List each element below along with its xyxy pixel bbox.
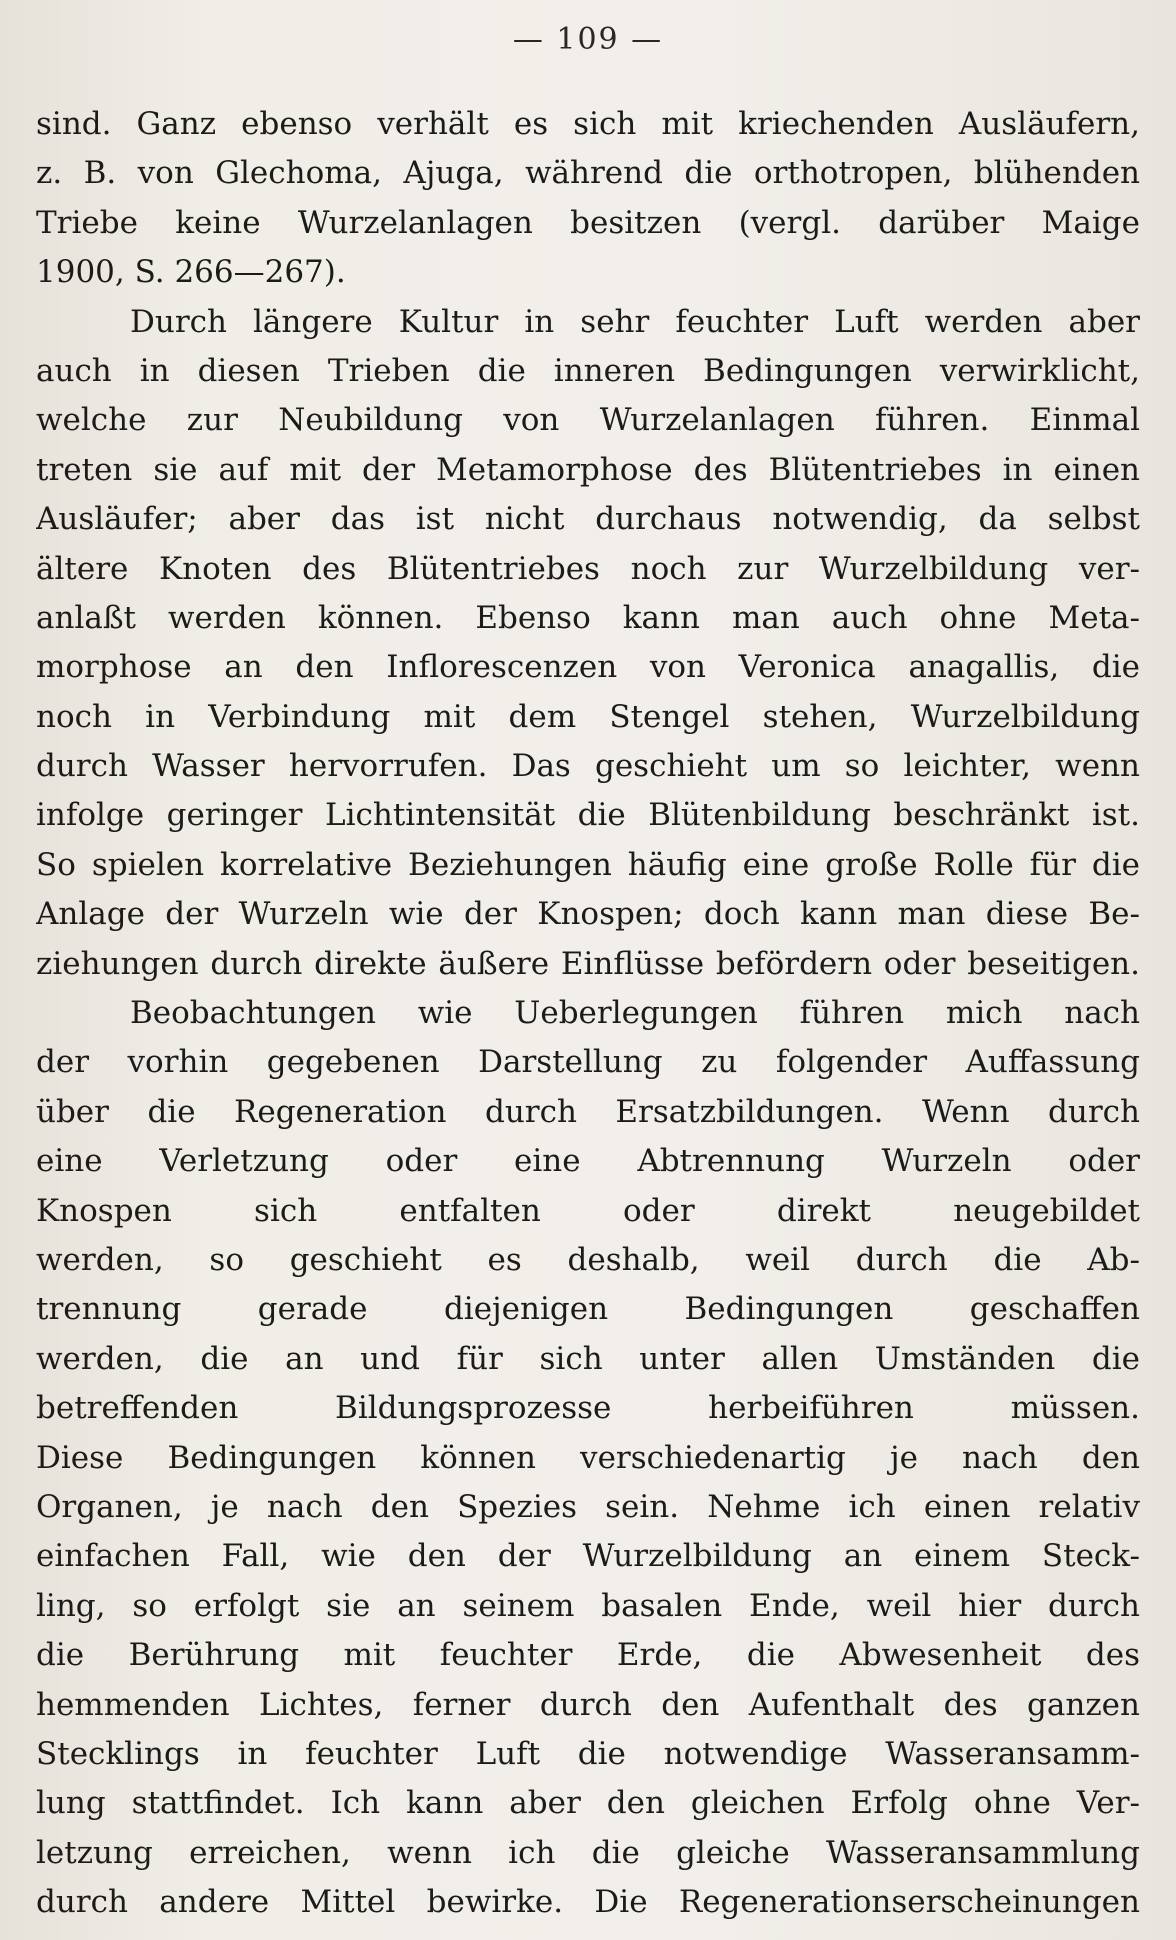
page-number: — 109 —	[512, 22, 664, 57]
text-line: Anlage der Wurzeln wie der Knospen; doch kann man diese Be-	[36, 896, 1140, 933]
text-line: welche zur Neubildung von Wurzelanlagen führen. Einmal	[36, 402, 1140, 439]
text-line: morphose an den Inflorescenzen von Veronica anagallis, die	[36, 649, 1140, 686]
body-text	[36, 100, 1140, 1927]
text-line: eine Verletzung oder eine Abtrennung Wurzeln oder	[36, 1143, 1140, 1180]
text-line: auch in diesen Trieben die inneren Bedingungen verwirklicht,	[36, 352, 1140, 389]
text-line: Knospen sich entfalten oder direkt neugebildet	[36, 1192, 1140, 1229]
text-line: Durch längere Kultur in sehr feuchter Luft werden aber	[130, 303, 1140, 340]
text-line: ling, so erfolgt sie an seinem basalen Ende, weil hier durch	[36, 1587, 1140, 1624]
text-line: anlaßt werden können. Ebenso kann man auch ohne Meta-	[36, 599, 1140, 636]
text-line: z. B. von Glechoma, Ajuga, während die orthotropen, blühenden	[36, 155, 1140, 192]
text-line: durch andere Mittel bewirke. Die Regenerationserscheinungen	[36, 1884, 1140, 1921]
text-line: durch Wasser hervorrufen. Das geschieht um so leichter, wenn	[36, 748, 1140, 785]
text-line: trennung gerade diejenigen Bedingungen geschaffen	[36, 1291, 1140, 1328]
text-line: Stecklings in feuchter Luft die notwendige Wasseransamm-	[36, 1735, 1140, 1772]
text-line: betreffenden Bildungsprozesse herbeiführen müssen.	[36, 1390, 1140, 1427]
text-line: Diese Bedingungen können verschiedenartig je nach den	[36, 1439, 1140, 1476]
text-line: ältere Knoten des Blütentriebes noch zur Wurzelbildung ver-	[36, 550, 1140, 587]
text-line: So spielen korrelative Beziehungen häufig eine große Rolle für die	[36, 846, 1140, 883]
text-line: der vorhin gegebenen Darstellung zu folgender Auffassung	[36, 1044, 1140, 1081]
text-line: lung stattfindet. Ich kann aber den gleichen Erfolg ohne Ver-	[36, 1785, 1140, 1822]
text-line: infolge geringer Lichtintensität die Blütenbildung beschränkt ist.	[36, 797, 1140, 834]
text-line: ziehungen durch direkte äußere Einflüsse befördern oder beseitigen.	[36, 945, 1140, 982]
text-line: 1900, S. 266—267).	[36, 254, 346, 291]
text-line: werden, so geschieht es deshalb, weil durch die Ab-	[36, 1241, 1140, 1278]
text-line: einfachen Fall, wie den der Wurzelbildung an einem Steck-	[36, 1538, 1140, 1575]
text-line: hemmenden Lichtes, ferner durch den Aufenthalt des ganzen	[36, 1686, 1140, 1723]
text-line: Beobachtungen wie Ueberlegungen führen mich nach	[130, 995, 1140, 1032]
text-line: Ausläufer; aber das ist nicht durchaus notwendig, da selbst	[36, 501, 1140, 538]
text-line: über die Regeneration durch Ersatzbildungen. Wenn durch	[36, 1093, 1140, 1130]
text-line: treten sie auf mit der Metamorphose des Blütentriebes in einen	[36, 451, 1140, 488]
text-line: Triebe keine Wurzelanlagen besitzen (vergl. darüber Maige	[36, 204, 1140, 241]
text-line: noch in Verbindung mit dem Stengel stehen, Wurzelbildung	[36, 698, 1140, 735]
text-line: letzung erreichen, wenn ich die gleiche Wasseransammlung	[36, 1834, 1140, 1871]
text-line: werden, die an und für sich unter allen Umständen die	[36, 1340, 1140, 1377]
text-line: Organen, je nach den Spezies sein. Nehme ich einen relativ	[36, 1488, 1140, 1525]
text-line: die Berührung mit feuchter Erde, die Abwesenheit des	[36, 1637, 1140, 1674]
text-line: sind. Ganz ebenso verhält es sich mit kriechenden Ausläufern,	[36, 106, 1140, 142]
